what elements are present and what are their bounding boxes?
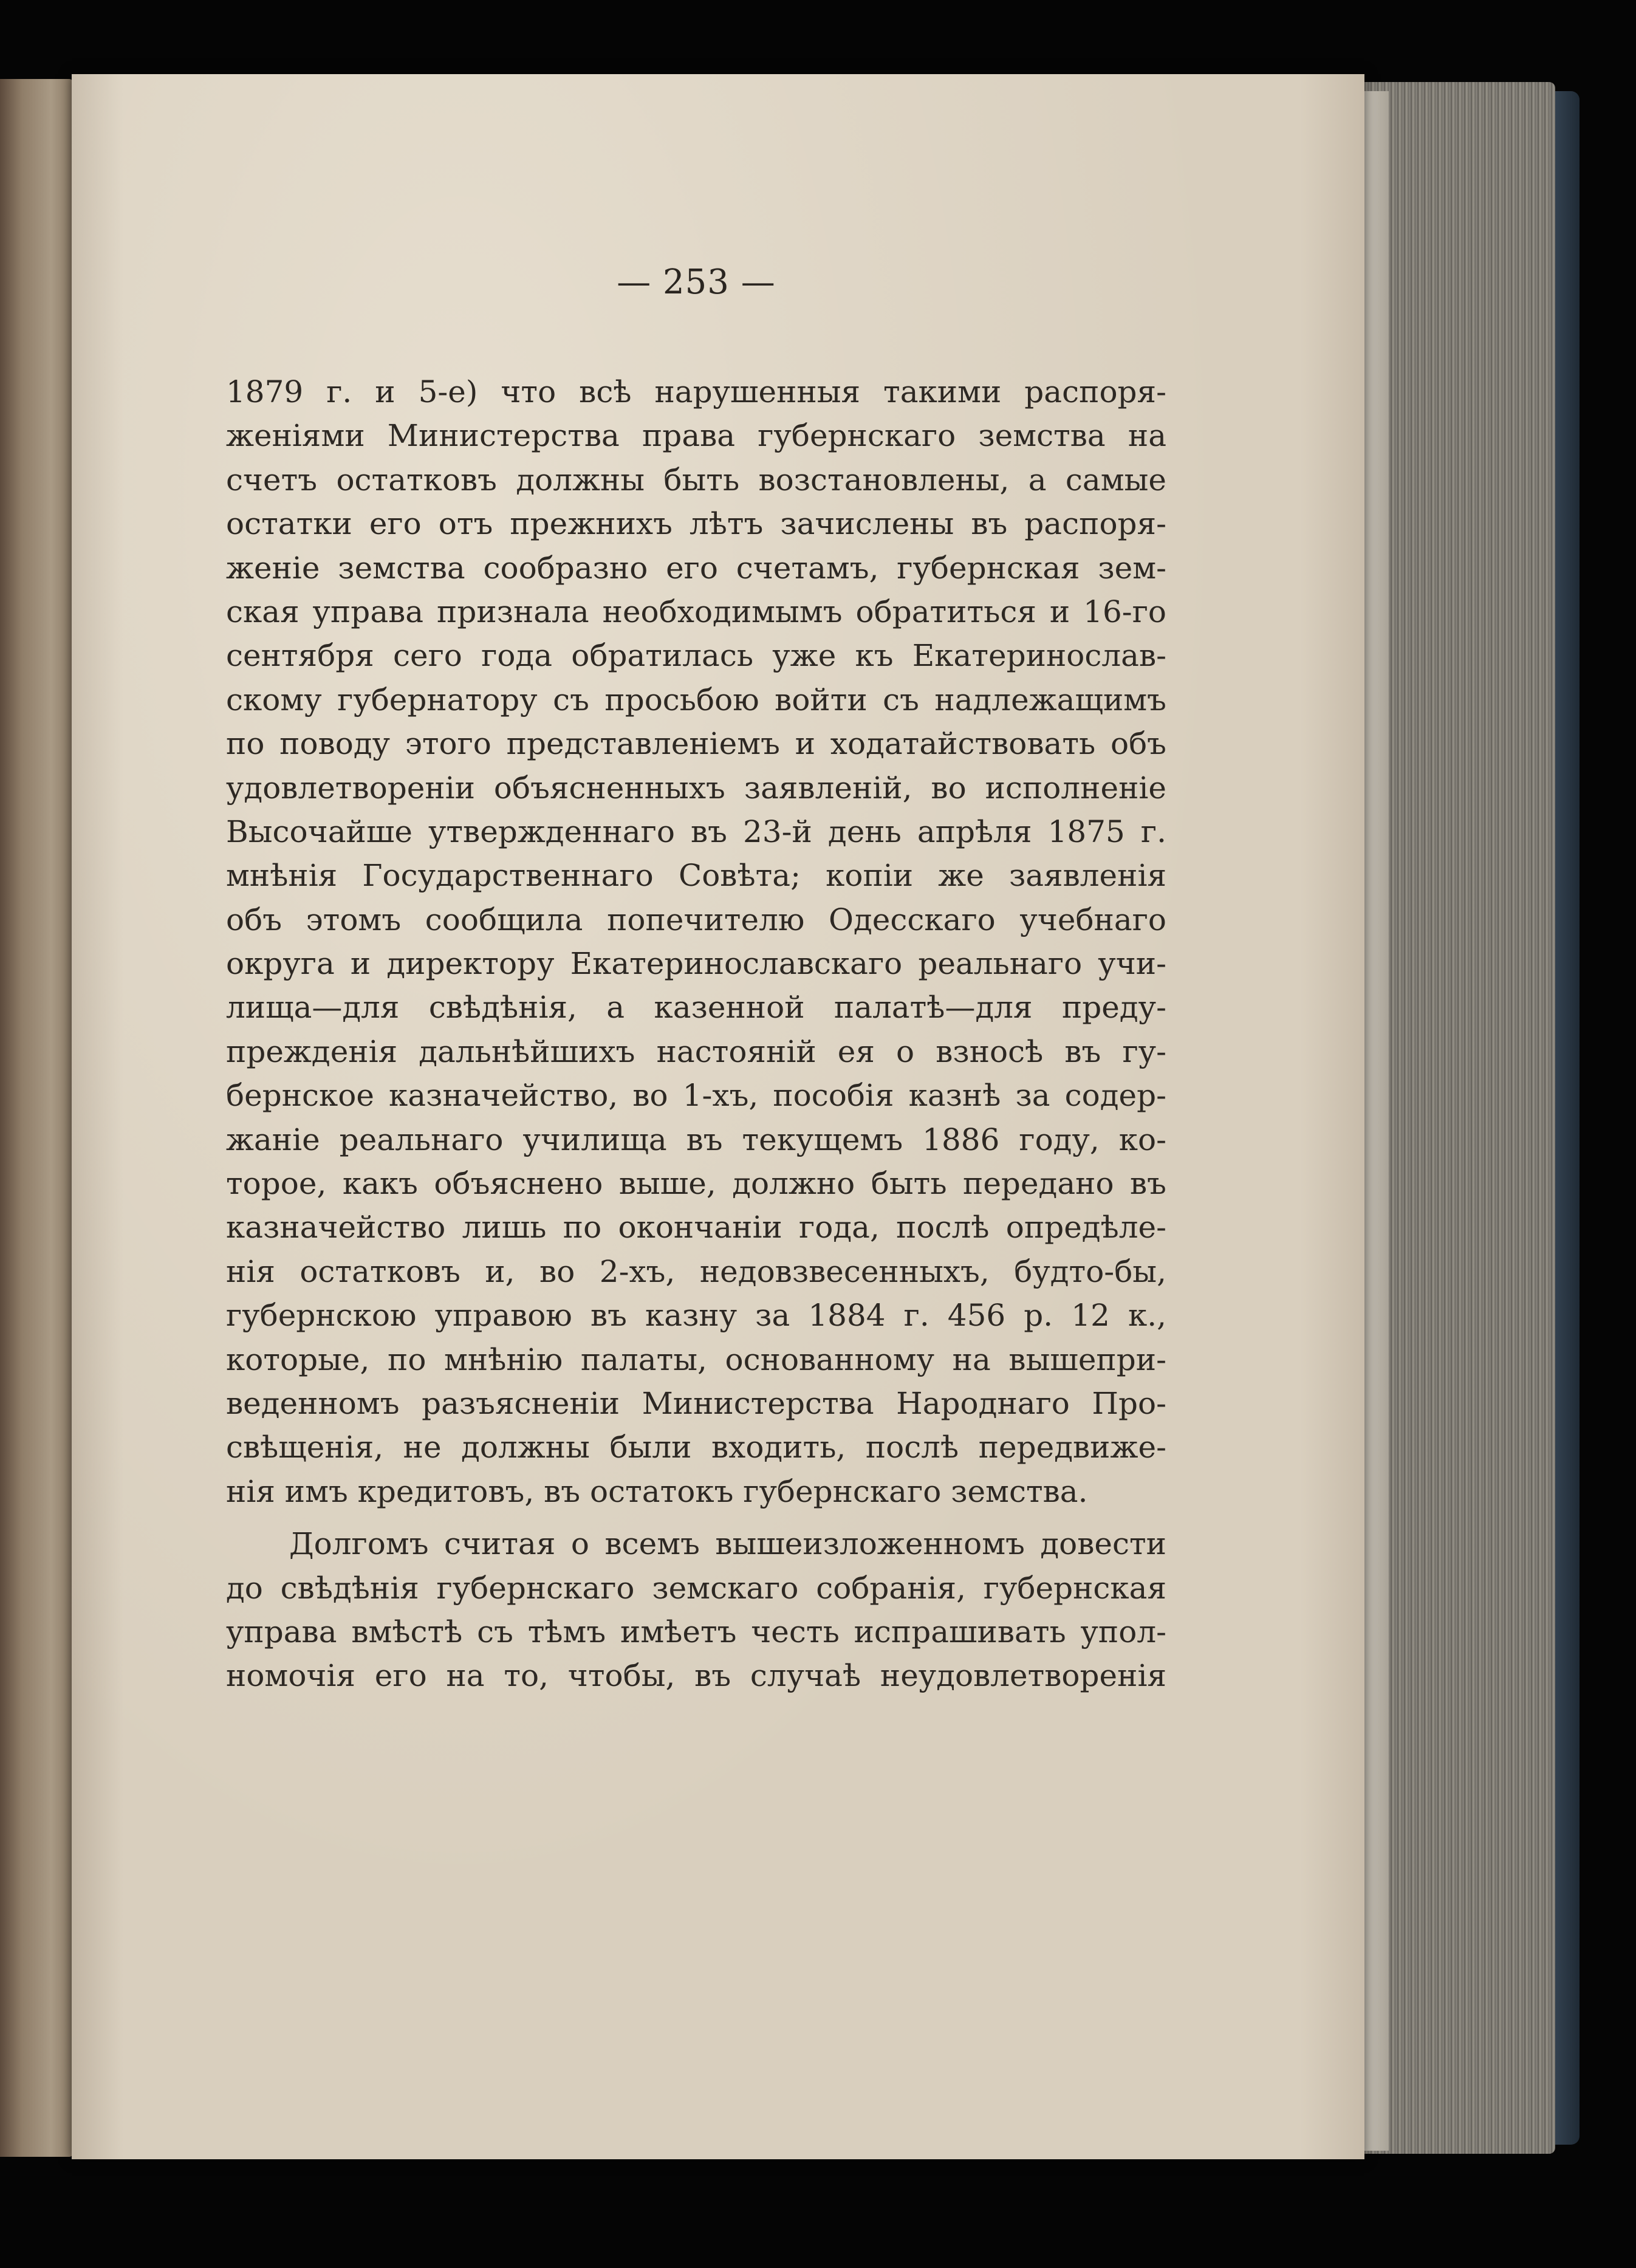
text-line: торое, какъ объяснено выше, должно быть передано въ bbox=[226, 1166, 1166, 1202]
text-line: номочія его на то, чтобы, въ случаѣ неудовлетворенія bbox=[226, 1658, 1166, 1694]
text-line: жаніе реальнаго училища въ текущемъ 1886 году, ко- bbox=[226, 1122, 1166, 1157]
text-line: веденномъ разъясненіи Министерства Народнаго Про- bbox=[226, 1385, 1166, 1421]
text-line: бернское казначейство, во 1-хъ, пособія казнѣ за содер- bbox=[226, 1078, 1166, 1114]
text-line: до свѣдѣнія губернскаго земскаго собранія, губернская bbox=[226, 1570, 1166, 1606]
text-line: казначейство лишь по окончаніи года, послѣ опредѣле- bbox=[226, 1210, 1166, 1245]
text-line: по поводу этого представленіемъ и ходатайствовать объ bbox=[226, 726, 1166, 762]
book-cover-edge bbox=[1555, 91, 1580, 2145]
text-line: остатки его отъ прежнихъ лѣтъ зачислены въ распоря- bbox=[226, 506, 1166, 542]
text-line: лища—для свѣдѣнія, а казенной палатѣ—для преду- bbox=[226, 990, 1166, 1026]
text-line: скому губернатору съ просьбою войти съ надлежащимъ bbox=[226, 682, 1166, 718]
text-line: прежденія дальнѣйшихъ настояній ея о взносѣ въ гу- bbox=[226, 1033, 1166, 1069]
paragraph-2 bbox=[226, 1522, 1166, 1698]
previous-page-edge bbox=[0, 79, 73, 2157]
text-line: 1879 г. и 5-е) что всѣ нарушенныя такими распоря- bbox=[226, 374, 1166, 409]
text-line: счетъ остатковъ должны быть возстановлены, а самые bbox=[226, 462, 1166, 498]
text-line: Высочайше утвержденнаго въ 23-й день апрѣля 1875 г. bbox=[226, 814, 1166, 849]
text-line: объ этомъ сообщила попечителю Одесскаго учебнаго bbox=[226, 902, 1166, 937]
text-line: нія остатковъ и, во 2-хъ, недовзвесенныхъ, будто-бы, bbox=[226, 1253, 1166, 1289]
page-text-block bbox=[226, 262, 1166, 1698]
text-line: свѣщенія, не должны были входить, послѣ передвиже- bbox=[226, 1430, 1166, 1465]
text-line: мнѣнія Государственнаго Совѣта; копіи же заявленія bbox=[226, 858, 1166, 894]
text-line: ская управа признала необходимымъ обратиться и 16-го bbox=[226, 594, 1166, 629]
text-line: женіями Министерства права губернскаго земства на bbox=[226, 418, 1166, 454]
text-line: нія имъ кредитовъ, въ остатокъ губернскаго земства. bbox=[226, 1473, 1088, 1509]
text-line: сентября сего года обратилась уже къ Екатеринослав- bbox=[226, 638, 1166, 674]
text-line: которые, по мнѣнію палаты, основанному на вышепри- bbox=[226, 1341, 1166, 1377]
paragraph-1 bbox=[226, 370, 1166, 1513]
text-line: округа и директору Екатеринославскаго реальнаго учи- bbox=[226, 946, 1166, 982]
text-line: Долгомъ считая о всемъ вышеизложенномъ довести bbox=[289, 1526, 1166, 1562]
text-line: женіе земства сообразно его счетамъ, губернская зем- bbox=[226, 550, 1166, 586]
text-line: управа вмѣстѣ съ тѣмъ имѣетъ честь испрашивать упол- bbox=[226, 1614, 1166, 1650]
text-line: губернскою управою въ казну за 1884 г. 456 р. 12 к., bbox=[226, 1298, 1166, 1334]
page-number: — 253 — bbox=[617, 262, 776, 302]
text-line: удовлетвореніи объясненныхъ заявленій, во исполненіе bbox=[226, 770, 1166, 806]
